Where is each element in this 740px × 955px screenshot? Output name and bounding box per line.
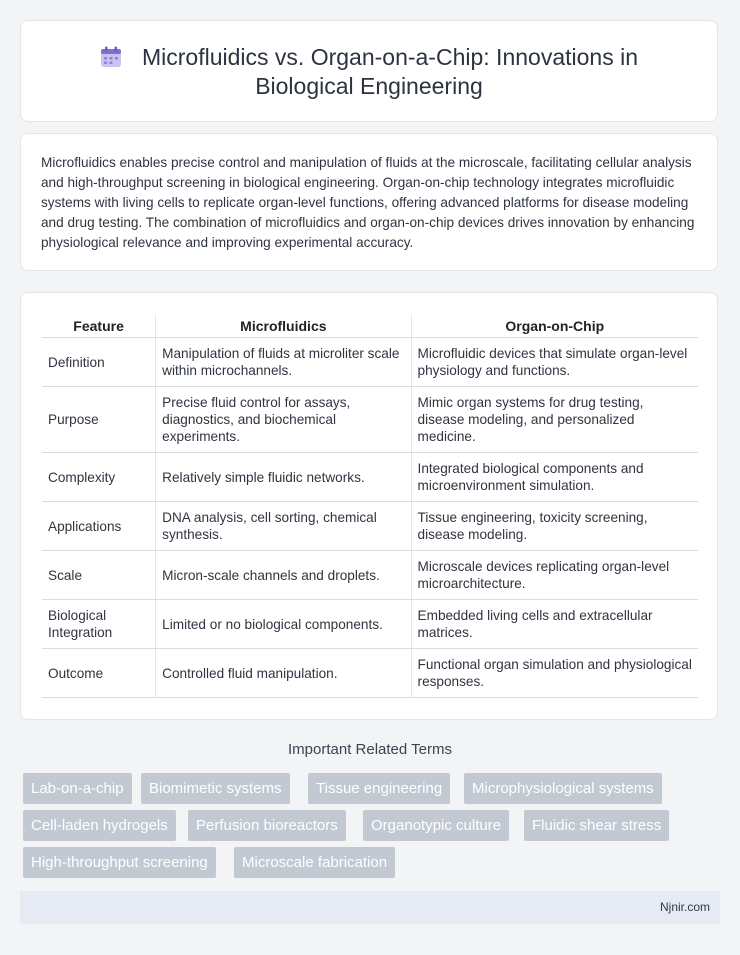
comparison-table-card xyxy=(20,292,718,720)
related-term-tag[interactable]: Lab-on-a-chip xyxy=(23,773,132,804)
related-term-tag[interactable]: High-throughput screening xyxy=(23,847,216,878)
table-cell: Scale xyxy=(42,551,156,600)
intro-card xyxy=(20,133,718,271)
table-cell: DNA analysis, cell sorting, chemical synthesis. xyxy=(156,502,411,551)
table-cell: Precise fluid control for assays, diagnostics, and biochemical experiments. xyxy=(156,387,411,453)
table-row xyxy=(42,502,698,551)
table-cell: Relatively simple fluidic networks. xyxy=(156,453,411,502)
table-cell: Mimic organ systems for drug testing, disease modeling, and personalized medicine. xyxy=(411,387,698,453)
header-microfluidics: Microfluidics xyxy=(156,315,411,338)
intro-paragraph: Microfluidics enables precise control and manipulation of fluids at the microscale, facilitating cellular analysis and high-throughput screening in biological engineering. Organ-on-chip technology integrates microfluidic systems with living cells to replicate organ-level functions, offering advanced platforms for disease modeling and drug testing. The combination of microfluidics and organ-on-chip devices drives innovation by enhancing physiological relevance and improving experimental accuracy. xyxy=(41,155,695,250)
table-row xyxy=(42,387,698,453)
related-term-tag[interactable]: Biomimetic systems xyxy=(141,773,290,804)
comparison-table xyxy=(42,315,698,698)
related-term-tag[interactable]: Tissue engineering xyxy=(308,773,450,804)
table-cell: Controlled fluid manipulation. xyxy=(156,649,411,698)
header-organ-on-chip: Organ-on-Chip xyxy=(411,315,698,338)
table-header-row xyxy=(42,315,698,338)
table-cell: Complexity xyxy=(42,453,156,502)
related-term-tag[interactable]: Fluidic shear stress xyxy=(524,810,669,841)
table-cell: Integrated biological components and microenvironment simulation. xyxy=(411,453,698,502)
calendar-icon xyxy=(100,46,122,68)
related-terms-title: Important Related Terms xyxy=(288,741,452,758)
header-feature: Feature xyxy=(42,315,156,338)
related-term-tag[interactable]: Microscale fabrication xyxy=(234,847,395,878)
footer-site-name[interactable]: Njnir.com xyxy=(659,900,710,914)
table-cell: Purpose xyxy=(42,387,156,453)
table-row xyxy=(42,338,698,387)
table-row xyxy=(42,453,698,502)
table-cell: Micron-scale channels and droplets. xyxy=(156,551,411,600)
table-row xyxy=(42,649,698,698)
table-cell: Tissue engineering, toxicity screening, disease modeling. xyxy=(411,502,698,551)
related-term-tag[interactable]: Organotypic culture xyxy=(363,810,509,841)
related-term-tag[interactable]: Microphysiological systems xyxy=(464,773,662,804)
table-row xyxy=(42,551,698,600)
table-cell: Manipulation of fluids at microliter scale within microchannels. xyxy=(156,338,411,387)
title-line-1: Microfluidics vs. Organ-on-a-Chip: Innovations in xyxy=(142,44,638,70)
table-row xyxy=(42,600,698,649)
related-term-tag[interactable]: Cell-laden hydrogels xyxy=(23,810,176,841)
table-cell: Functional organ simulation and physiological responses. xyxy=(411,649,698,698)
table-cell: Biological Integration xyxy=(42,600,156,649)
table-cell: Outcome xyxy=(42,649,156,698)
table-cell: Microfluidic devices that simulate organ-level physiology and functions. xyxy=(411,338,698,387)
page-title xyxy=(21,43,717,101)
table-cell: Embedded living cells and extracellular matrices. xyxy=(411,600,698,649)
table-cell: Definition xyxy=(42,338,156,387)
title-card xyxy=(20,20,718,122)
table-cell: Microscale devices replicating organ-level microarchitecture. xyxy=(411,551,698,600)
title-line-2: Biological Engineering xyxy=(255,73,483,99)
table-cell: Applications xyxy=(42,502,156,551)
table-cell: Limited or no biological components. xyxy=(156,600,411,649)
footer xyxy=(20,891,720,924)
related-term-tag[interactable]: Perfusion bioreactors xyxy=(188,810,346,841)
